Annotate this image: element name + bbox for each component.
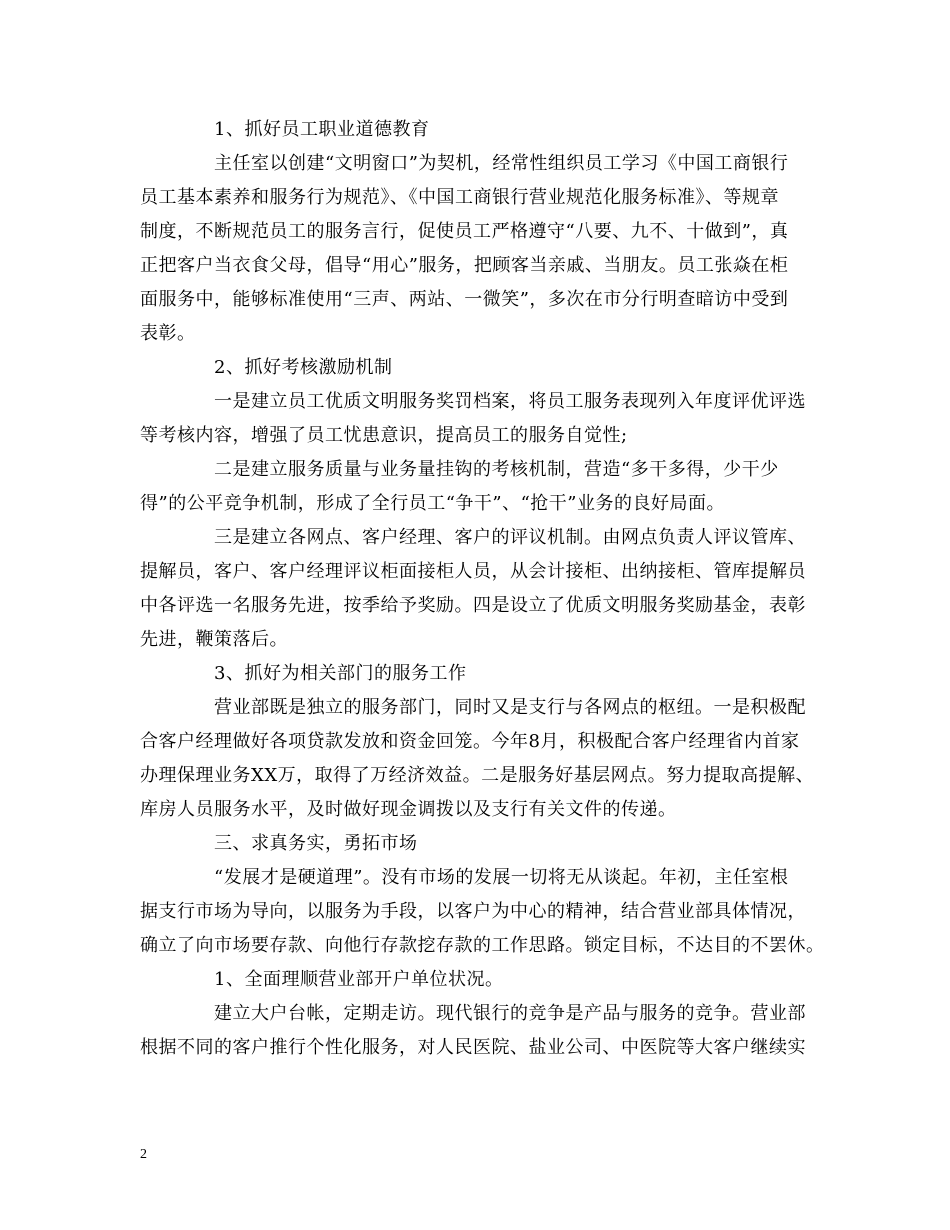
text-line: 建立大户台帐，定期走访。现代银行的竞争是产品与服务的竞争。营业部 bbox=[214, 1003, 806, 1024]
text-line: 等考核内容，增强了员工忧患意识，提高员工的服务自觉性; bbox=[140, 425, 628, 446]
text-line: 合客户经理做好各项贷款发放和资金回笼。今年8月，积极配合客户经理省内首家 bbox=[140, 731, 800, 752]
text-line: 库房人员服务水平，及时做好现金调拨以及支行有关文件的传递。 bbox=[140, 799, 677, 820]
text-line: 2、抓好考核激励机制 bbox=[214, 357, 393, 378]
text-line: 提解员，客户、客户经理评议柜面接柜人员，从会计接柜、出纳接柜、管库提解员 bbox=[140, 561, 806, 582]
text-line: 二是建立服务质量与业务量挂钩的考核机制，营造“多干多得，少干少 bbox=[214, 459, 779, 480]
text-line: “发展才是硬道理”。没有市场的发展一切将无从谈起。年初，主任室根 bbox=[214, 867, 789, 888]
text-line: 1、全面理顺营业部开户单位状况。 bbox=[214, 969, 504, 990]
text-line: 营业部既是独立的服务部门，同时又是支行与各网点的枢纽。一是积极配 bbox=[214, 697, 806, 718]
document-body bbox=[140, 113, 830, 1065]
text-line: 三是建立各网点、客户经理、客户的评议机制。由网点负责人评议管库、 bbox=[214, 527, 806, 548]
text-line: 办理保理业务XX万，取得了万经济效益。二是服务好基层网点。努力提取高提解、 bbox=[140, 765, 815, 786]
page-number: 2 bbox=[140, 1147, 147, 1162]
text-line: 1、抓好员工职业道德教育 bbox=[214, 119, 430, 140]
text-line: 得”的公平竞争机制，形成了全行员工“争干”、“抢干”业务的良好局面。 bbox=[140, 493, 726, 514]
text-line: 表彰。 bbox=[140, 323, 196, 344]
text-line: 面服务中，能够标准使用“三声、两站、一微笑”，多次在市分行明查暗访中受到 bbox=[140, 289, 789, 310]
text-line: 一是建立员工优质文明服务奖罚档案，将员工服务表现列入年度评优评选 bbox=[214, 391, 806, 412]
text-line: 制度，不断规范员工的服务言行，促使员工严格遵守“八要、九不、十做到”，真 bbox=[140, 221, 789, 242]
text-line: 正把客户当衣食父母，倡导“用心”服务，把顾客当亲戚、当朋友。员工张焱在柜 bbox=[140, 255, 789, 276]
text-line: 3、抓好为相关部门的服务工作 bbox=[214, 663, 467, 684]
text-line: 据支行市场为导向，以服务为手段，以客户为中心的精神，结合营业部具体情况， bbox=[140, 901, 806, 922]
text-line: 员工基本素养和服务行为规范》、《中国工商银行营业规范化服务标准》、等规章 bbox=[140, 187, 779, 208]
text-line: 先进，鞭策落后。 bbox=[140, 629, 288, 650]
text-line: 确立了向市场要存款、向他行存款挖存款的工作思路。锁定目标，不达目的不罢休。 bbox=[140, 935, 825, 956]
text-line: 中各评选一名服务先进，按季给予奖励。四是设立了优质文明服务奖励基金，表彰 bbox=[140, 595, 806, 616]
text-line: 主任室以创建“文明窗口”为契机，经常性组织员工学习《中国工商银行 bbox=[214, 153, 789, 174]
text-line: 三、求真务实，勇拓市场 bbox=[214, 833, 418, 854]
text-line: 根据不同的客户推行个性化服务，对人民医院、盐业公司、中医院等大客户继续实 bbox=[140, 1037, 806, 1058]
